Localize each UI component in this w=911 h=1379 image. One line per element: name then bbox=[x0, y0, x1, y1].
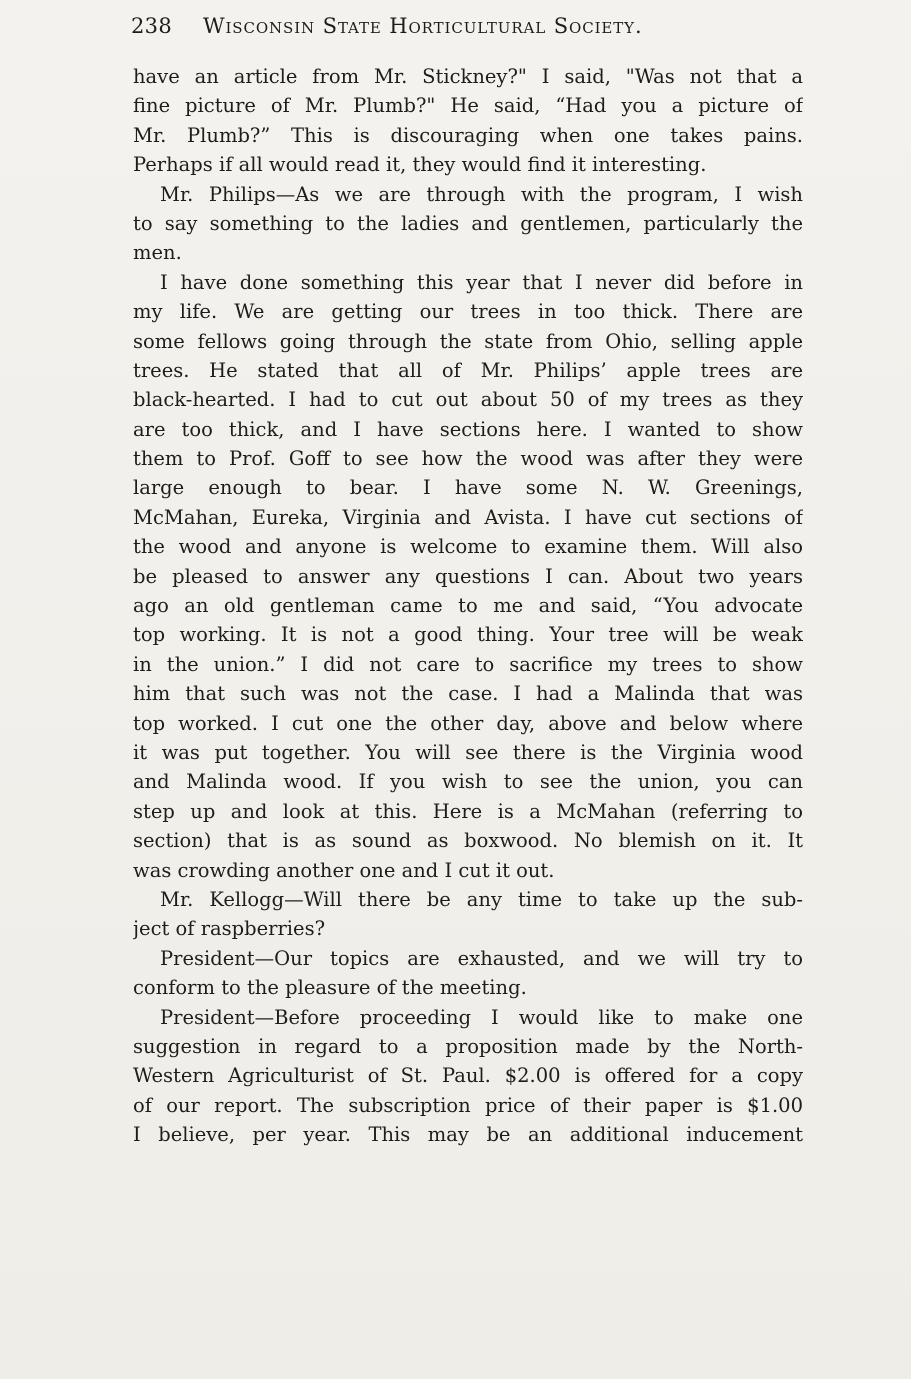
text-line: men. bbox=[133, 241, 182, 265]
text-line: Western Agriculturist of St. Paul. $2.00 is offered for a copy bbox=[133, 1064, 803, 1088]
text-line: step up and look at this. Here is a McMahan (referring to bbox=[133, 799, 803, 823]
text-line: I believe, per year. This may be an additional inducement bbox=[133, 1123, 803, 1147]
text-line: have an article from Mr. Stickney?" I said, "Was not that a bbox=[133, 65, 803, 88]
text-line: and Malinda wood. If you wish to see the union, you can bbox=[133, 770, 803, 794]
text-line: the wood and anyone is welcome to examine them. Will also bbox=[133, 535, 803, 559]
text-line: my life. We are getting our trees in too thick. There are bbox=[133, 300, 803, 324]
text-line: Perhaps if all would read it, they would find it interesting. bbox=[133, 153, 707, 177]
text-line: of our report. The subscription price of their paper is $1.00 bbox=[133, 1093, 803, 1117]
text-line: President—Our topics are exhausted, and we will try to bbox=[160, 946, 803, 970]
body-text bbox=[133, 62, 803, 1149]
running-header bbox=[131, 14, 821, 48]
text-line: some fellows going through the state from Ohio, selling apple bbox=[133, 329, 803, 353]
text-line: be pleased to answer any questions I can. About two years bbox=[133, 564, 803, 588]
text-line: suggestion in regard to a proposition made by the North- bbox=[133, 1034, 803, 1058]
text-line: black-hearted. I had to cut out about 50 of my trees as they bbox=[133, 388, 803, 412]
running-title: Wisconsin State Horticultural Society. bbox=[202, 14, 643, 38]
text-line: McMahan, Eureka, Virginia and Avista. I have cut sections of bbox=[133, 505, 803, 529]
text-line: are too thick, and I have sections here. I wanted to show bbox=[133, 417, 803, 441]
text-line: in the union.” I did not care to sacrifice my trees to show bbox=[133, 652, 803, 676]
text-line: Mr. Plumb?” This is discouraging when one takes pains. bbox=[133, 123, 803, 147]
text-line: conform to the pleasure of the meeting. bbox=[133, 976, 527, 1000]
text-line: was crowding another one and I cut it out. bbox=[133, 858, 555, 882]
page-number: 238 bbox=[131, 14, 172, 38]
text-line: ject of raspberries? bbox=[133, 917, 326, 941]
text-line: top working. It is not a good thing. Your tree will be weak bbox=[133, 623, 803, 647]
text-line: President—Before proceeding I would like to make one bbox=[160, 1005, 803, 1029]
text-line: I have done something this year that I never did before in bbox=[160, 270, 803, 294]
text-line: ago an old gentleman came to me and said, “You advocate bbox=[133, 594, 803, 618]
text-line: large enough to bear. I have some N. W. Greenings, bbox=[133, 476, 803, 500]
text-line: top worked. I cut one the other day, above and below where bbox=[133, 711, 803, 735]
text-line: Mr. Philips—As we are through with the program, I wish bbox=[160, 182, 803, 206]
text-line: it was put together. You will see there is the Virginia wood bbox=[133, 740, 803, 764]
text-line: section) that is as sound as boxwood. No blemish on it. It bbox=[133, 829, 803, 853]
text-line: to say something to the ladies and gentlemen, particularly the bbox=[133, 211, 803, 235]
text-line: them to Prof. Goff to see how the wood was after they were bbox=[133, 447, 803, 471]
text-line: Mr. Kellogg—Will there be any time to take up the sub- bbox=[160, 887, 803, 911]
text-line: fine picture of Mr. Plumb?" He said, “Had you a picture of bbox=[133, 94, 803, 118]
text-line: him that such was not the case. I had a Malinda that was bbox=[133, 682, 803, 706]
text-line: trees. He stated that all of Mr. Philips’ apple trees are bbox=[133, 358, 803, 382]
